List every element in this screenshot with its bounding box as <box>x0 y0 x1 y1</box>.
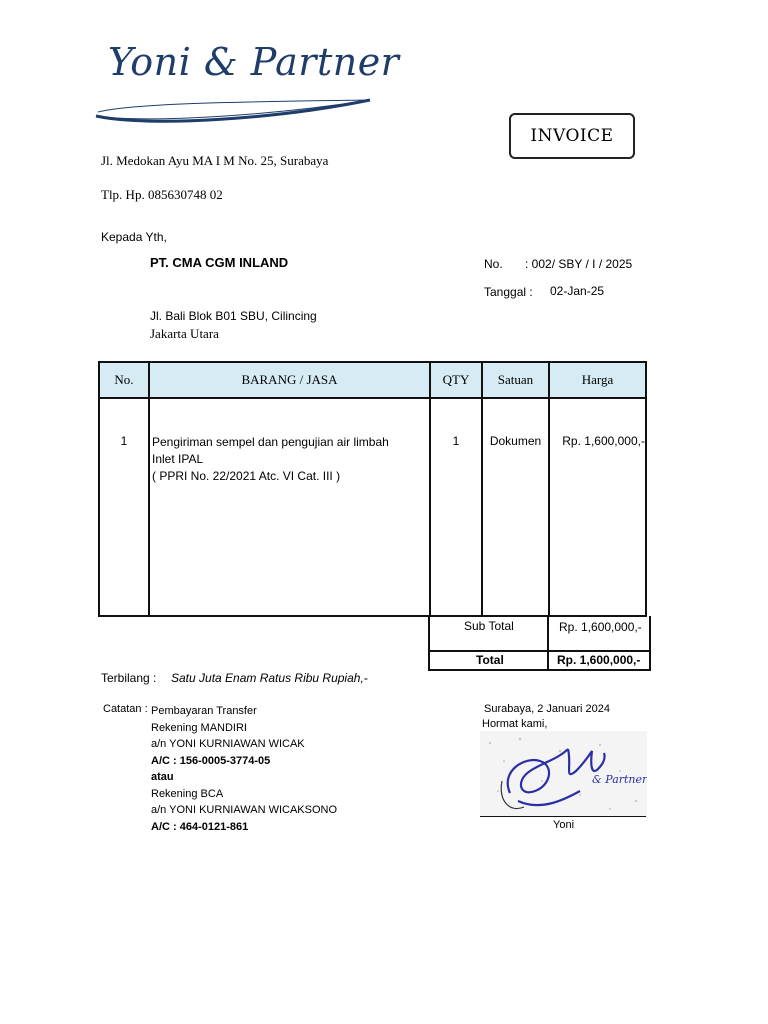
recipient-greeting: Kepada Yth, <box>101 230 167 244</box>
invoice-title-box <box>509 113 635 159</box>
row-desc-line2: Inlet IPAL <box>152 452 204 466</box>
terbilang-label: Terbilang : <box>101 671 157 685</box>
payment-label: Catatan : <box>103 703 148 715</box>
payment-line: Rekening BCA <box>151 787 224 800</box>
col-header-price: Harga <box>549 362 646 398</box>
recipient-name: PT. CMA CGM INLAND <box>150 255 289 270</box>
company-phone: Tlp. Hp. 085630748 02 <box>101 187 223 202</box>
col-header-item: BARANG / JASA <box>149 362 430 398</box>
account-number-mandiri: A/C : 156-0005-3774-05 <box>151 754 271 767</box>
items-table <box>98 361 647 617</box>
table-row <box>99 398 646 616</box>
signature-line <box>480 816 646 817</box>
subtotal-value: Rp. 1,600,000,- <box>559 620 642 634</box>
signer-name: Yoni <box>553 819 575 831</box>
terbilang-value: Satu Juta Enam Ratus Ribu Rupiah,- <box>171 671 368 685</box>
invoice-date-label: Tanggal : <box>484 285 533 299</box>
row-desc-line1: Pengiriman sempel dan pengujian air limbah <box>152 435 389 449</box>
payment-details <box>151 703 337 835</box>
account-number-bca: A/C : 464-0121-861 <box>151 820 249 833</box>
company-logo: Yoni & Partner <box>108 40 400 84</box>
row-unit: Dokumen <box>489 434 542 448</box>
col-header-qty: QTY <box>430 362 482 398</box>
invoice-no-label: No. <box>484 257 503 271</box>
recipient-address-line2: Jakarta Utara <box>150 326 219 341</box>
company-address: Jl. Medokan Ayu MA I M No. 25, Surabaya <box>101 153 329 168</box>
logo-swoosh <box>92 94 377 126</box>
table-header-row <box>99 362 646 398</box>
total-value: Rp. 1,600,000,- <box>557 653 641 667</box>
payment-line: Pembayaran Transfer <box>151 705 257 717</box>
signature-closing: Hormat kami, <box>482 718 548 730</box>
col-header-unit: Satuan <box>482 362 549 398</box>
invoice-date-value: 02-Jan-25 <box>550 284 605 298</box>
payment-line: a/n YONI KURNIAWAN WICAK <box>151 738 305 750</box>
totals-divider <box>547 616 549 669</box>
subtotal-label: Sub Total <box>464 619 514 633</box>
invoice-no-value: : 002/ SBY / I / 2025 <box>525 257 633 271</box>
payment-line: a/n YONI KURNIAWAN WICAKSONO <box>151 804 338 816</box>
row-desc-line3: ( PPRI No. 22/2021 Atc. VI Cat. III ) <box>152 469 341 483</box>
total-label: Total <box>476 653 504 667</box>
totals-line <box>428 650 649 652</box>
row-no: 1 <box>120 434 128 448</box>
payment-line-or: atau <box>151 771 174 783</box>
recipient-address-line1: Jl. Bali Blok B01 SBU, Cilincing <box>150 309 317 323</box>
signature-place-date: Surabaya, 2 Januari 2024 <box>484 703 610 715</box>
col-header-no: No. <box>99 362 149 398</box>
payment-line: Rekening MANDIRI <box>151 721 247 734</box>
row-qty: 1 <box>452 434 460 448</box>
stamp-text: & Partner <box>592 773 647 786</box>
row-price: Rp. 1,600,000,- <box>562 434 645 448</box>
signature-image <box>480 731 647 817</box>
invoice-title: INVOICE <box>530 126 614 146</box>
